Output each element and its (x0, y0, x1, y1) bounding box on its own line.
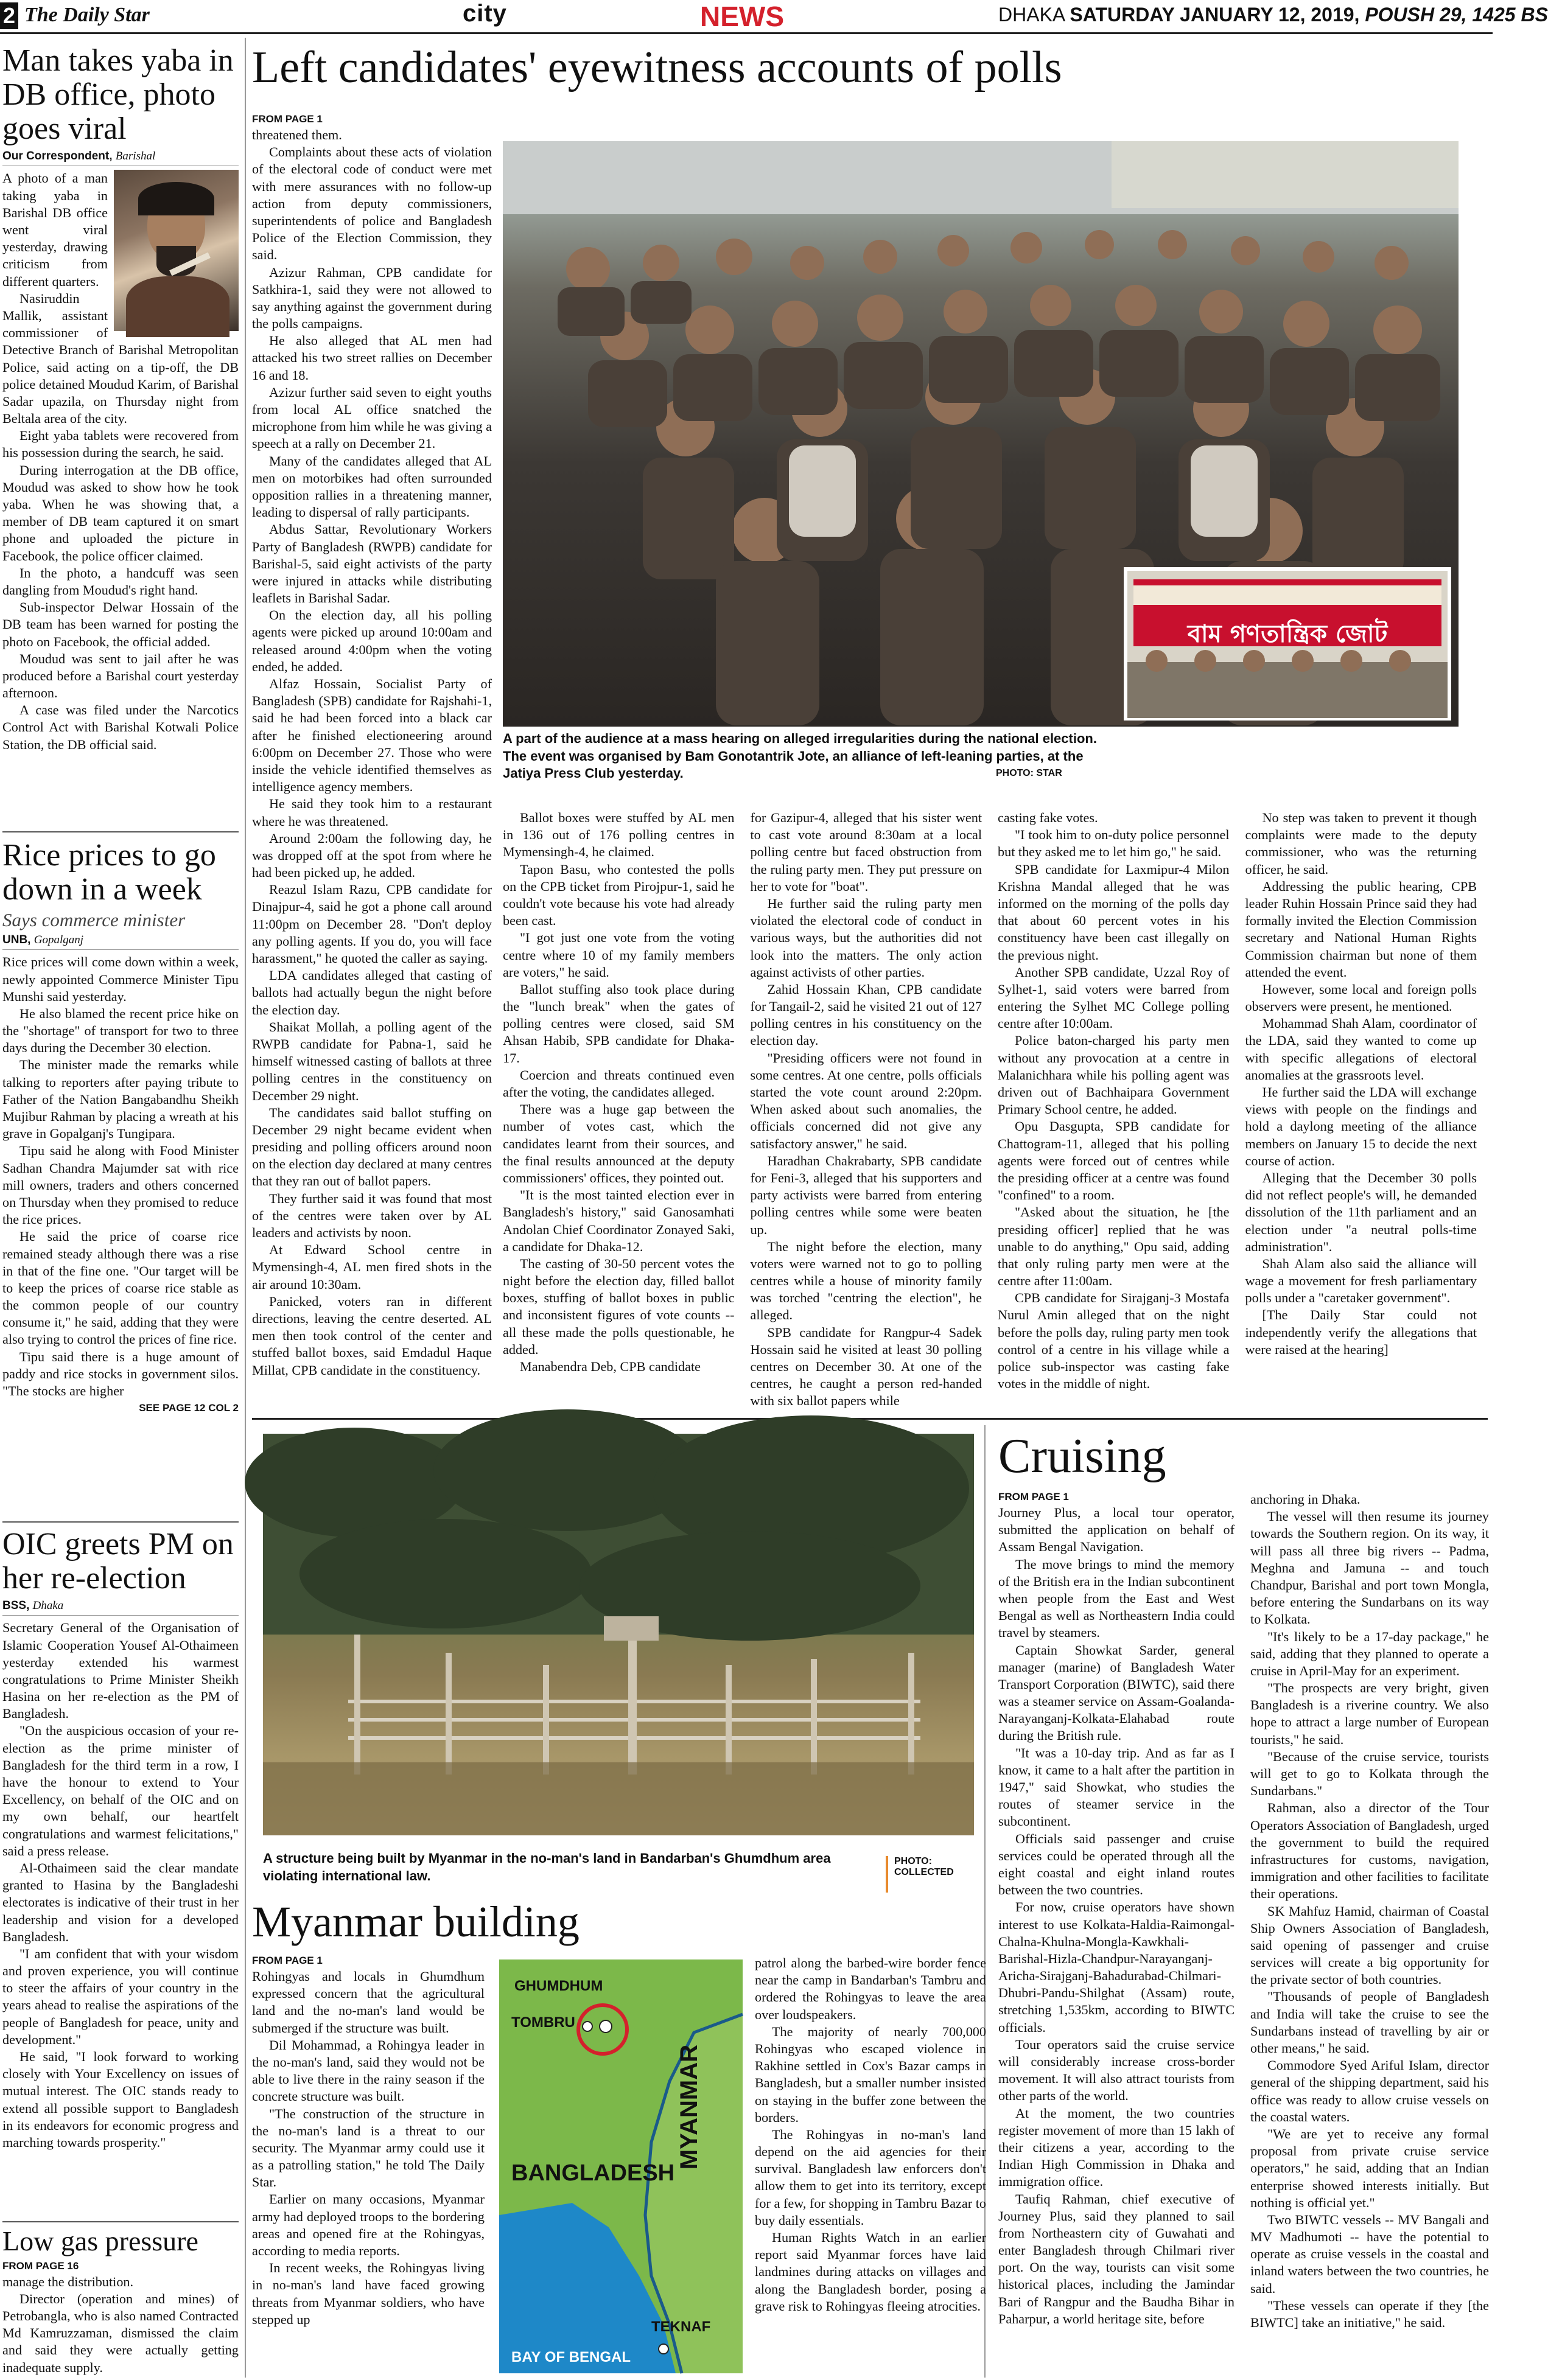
cruising-para: "These vessels can operate if they [the BIWTC] take an initiative," he said. (1250, 2297, 1489, 2330)
yaba-para: During interrogation at the DB office, Moudud was asked to show how he took yaba. When he was showing that, a member of DB team captured it on smart phone and uploaded the picture in Facebook, the police officer claimed. (2, 462, 239, 564)
inset-banner (1133, 579, 1441, 646)
cruising-para: The move brings to mind the memory of the British era in the Indian subcontinent when people from the East and West Bengal as well as Northeastern India could travel by steamers. (998, 1556, 1235, 1641)
polls-para: Ballot boxes were stuffed by AL men in 136 out of 176 polling centres in Mymensingh-4, he claimed. (503, 810, 735, 860)
oic-para: Al-Othaimeen said the clear mandate granted to Hasina by the Bangladeshi electorates is indicative of their trust in her leadership and vision for a developed Bangladesh. (2, 1860, 239, 1944)
polls-column-3 (751, 809, 982, 1415)
cruising-para: "Because of the cruise service, tourists will get to go to Kolkata through the Sundarbans." (1250, 1748, 1489, 1799)
yaba-para: Moudud was sent to jail after he was produced before a Barishal court yesterday afternoon. (2, 651, 239, 701)
yaba-article (2, 44, 239, 847)
banner-title: বাম গণতান্ত্রিক জোট (1187, 620, 1388, 648)
polls-para: Shaikat Mollah, a polling agent of the RWPB candidate for Pabna-1, said he himself witnessed casting of ballots at three polling centres in the constituency on December 29 night. (252, 1019, 492, 1103)
polls-para: At Edward School centre in Mymensingh-4, AL men fired shots in the air around 10:30am. (252, 1242, 492, 1292)
rice-headline: Rice prices to go down in a week (2, 838, 216, 907)
cruising-para: Journey Plus, a local tour operator, submitted the application on behalf of Assam Bengal Navigation. (998, 1505, 1235, 1555)
polls-para: The candidates said ballot stuffing on December 29 night became evident when presiding and polling officers around noon on the election day declared at many centres that they ran out of ballot papers. (252, 1105, 492, 1189)
polls-column-group (503, 809, 1477, 1415)
gas-from: FROM PAGE 16 (2, 2260, 79, 2272)
map-label-bay: BAY OF BENGAL (511, 2349, 631, 2365)
myanmar-para: In recent weeks, the Rohingyas living in no-man's land have faced growing threats from Myanmar soldiers, who have stepped up (252, 2260, 485, 2327)
yaba-para: Nasiruddin Mallik, assistant commissioner of Detective Branch of Barishal Metropolitan Police, said acting on a tip-off, the DB police detained Moudud Karim, of Barishal Sadar upazila, on Thursday night from Beltala area of the city. (2, 290, 239, 427)
cruising-para: "It was a 10-day trip. And as far as I know, it came to a halt after the partition in 1947," said Showkat, who studies the routes of steamer service in the subcontinent. (998, 1745, 1235, 1829)
polls-caption: A part of the audience at a mass hearing on alleged irregularities during the national election. The event was organised by Bam Gonotantrik Jote, an alliance of left-leaning parties, at the Jatiya Press Club yesterday. (503, 731, 1097, 781)
cruising-para: "We are yet to receive any formal proposal from private cruise service operators," he said, adding that an Indian enterprise showed interests initially. But nothing is official yet." (1250, 2126, 1489, 2210)
myanmar-para: Earlier on many occasions, Myanmar army had deployed troops to the bordering areas and opened fire at the Rohingyas, according to media reports. (252, 2191, 485, 2258)
polls-para: Coercion and threats continued even after the voting, the candidates alleged. (503, 1067, 735, 1100)
polls-para: Police baton-charged his party men without any provocation at a centre in Malanichhara while his polling agent was driven out of Bachhaipara Government Primary School centre, he added. (998, 1033, 1230, 1117)
section-divider (2, 2221, 239, 2222)
rice-jump-link[interactable]: SEE PAGE 12 COL 2 (139, 1402, 239, 1414)
map-label-ghumdhum: GHUMDHUM (514, 1978, 603, 1994)
cruising-column-1 (998, 1491, 1235, 2378)
cruising-para: "It's likely to be a 17-day package," he said, adding that they planned to operate a cruise in April-May for an experiment. (1250, 1628, 1489, 1678)
polls-para: He further said the ruling party men violated the electoral code of conduct in various ways, but the authorities did not look into the matters. The only action against activists of other parties. (750, 895, 982, 980)
rice-body (2, 954, 239, 1400)
dateline (998, 4, 1548, 26)
cruising-para: At the moment, the two countries register movement of more than 15 lakh of their citizens a year, according to the Indian High Commission in Dhaka and immigration office. (998, 2105, 1235, 2190)
dateline-date: SATURDAY JANUARY 12, 2019, (1070, 4, 1360, 26)
shirt-shape (126, 276, 229, 337)
polls-para: Panicked, voters ran in different directions, leaving the centre deserted. AL men then took control of the center and stuffed ballot boxes, said Emdadul Haque Millat, CPB candidate in the constituency. (252, 1293, 492, 1378)
myanmar-body-2 (755, 1955, 986, 2315)
polls-para: Reazul Islam Razu, CPB candidate for Dinajpur-4, said he got a phone call around 11:00pm on December 28. "Don't deploy any polling agents. If you do, you will face harassment," he quoted the caller as saying. (252, 882, 492, 966)
polls-para: On the election day, all his polling agents were picked up around 10:00am and released around 4:00pm when the voting ended, he added. (252, 607, 492, 674)
polls-para: SPB candidate for Laxmipur-4 Milon Krishna Mandal alleged that he was informed on the morning of the polls day that about 60 percent votes in his constituency have been cast illegally on the previous night. (998, 861, 1230, 963)
myanmar-column-1 (252, 1955, 485, 2378)
polls-para: He said they took him to a restaurant where he was threatened. (252, 796, 492, 829)
polls-para: Ballot stuffing also took place during the "lunch break" when the gates of polling centres were closed, said SM Ahsan Habib, SPB candidate for Dhaka-17. (503, 981, 735, 1066)
oic-para: Secretary General of the Organisation of Islamic Cooperation Yousef Al-Othaimeen yesterday extended his warmest congratulations to Prime Minister Sheikh Hasina on her re-election as the PM of Bangladesh. (2, 1620, 239, 1722)
polls-para: Haradhan Chakrabarty, SPB candidate for Feni-3, alleged that his supporters and party activists were barred from entering polling centres while some were beaten up. (750, 1153, 982, 1237)
oic-para: "On the auspicious occasion of your re-election as the prime minister of Bangladesh for the third term in a row, I have the honour to extend to Your Excellency, on behalf of the OIC and on my own behalf, our heartfelt congratulations and warmest felicitations," said a press release. (2, 1723, 239, 1858)
section-divider (252, 1418, 1488, 1420)
rice-para: He said the price of coarse rice remained steady although there was a rise in that of the fine one. "Our target will be to keep the prices of coarse rice stable as the common people of our country consume it," he said, adding that they were also trying to control the prices of fine rice. (2, 1229, 239, 1347)
polls-para: "Asked about the situation, he [the presiding officer] replied that he was unable to do anything," Opu said, adding that only ruling party men were at the centre after 11:00am. (998, 1204, 1230, 1289)
newspaper-logo: The Daily Star (24, 4, 150, 26)
polls-from: FROM PAGE 1 (252, 113, 323, 125)
column-rule (245, 38, 246, 2378)
page-number: 2 (0, 2, 18, 29)
yaba-photo (114, 170, 239, 331)
polls-para: threatened them. (252, 127, 342, 142)
section-divider (2, 1521, 239, 1523)
yaba-headline: Man takes yaba in DB office, photo goes viral (2, 43, 234, 147)
cruising-headline: Cruising (998, 1429, 1166, 1483)
rice-para: Tipu said there is a huge amount of paddy and rice stocks in government silos. "The stocks are higher (2, 1349, 239, 1398)
polls-para: Complaints about these acts of violation of the electoral code of conduct were met with mere assurances with no follow-up action from deputy commissioners, superintendents of police and Bangladesh Police of the Election Commission, they said. (252, 144, 492, 263)
oic-para: "I am confident that with your wisdom and proven experience, you will continue to steer the affairs of your country in the years ahead to realise the aspirations of the people of Bangladesh for peace, unity and development." (2, 1946, 239, 2047)
polls-para: Around 2:00am the following day, he was dropped off at the spot from where he had been picked up, he added. (252, 830, 492, 881)
polls-para: Addressing the public hearing, CPB leader Ruhin Hossain Prince said they had formally invited the Election Commission secretary and National Human Rights Commission chairman but none of them attended the event. (1245, 878, 1477, 980)
myanmar-photo (263, 1434, 974, 1835)
myanmar-para: Rohingyas and locals in Ghumdhum expressed concern that the agricultural land and the no-man's land would be submerged if the structure was built. (252, 1969, 485, 2036)
inset-photo (1124, 567, 1451, 721)
polls-para: Azizur Rahman, CPB candidate for Satkhira-1, said they were not allowed to say anything against the government during the polls campaigns. (252, 264, 492, 332)
myanmar-para: Dil Mohammad, a Rohingya leader in the no-man's land, said they would not be able to live there in the rainy season if the concrete structure was built. (252, 2037, 485, 2104)
polls-para: Azizur further said seven to eight youths from local AL office snatched the microphone from him while he was giving a speech at a rally on December 21. (252, 384, 492, 452)
oic-byline (2, 1599, 239, 1616)
oic-para: He said, "I look forward to working closely with Your Excellency on issues of mutual interest. The OIC stands ready to extend all possible support to Bangladesh in its endeavors for economic progress and marching towards prosperity." (2, 2049, 239, 2150)
gas-article (2, 2226, 239, 2378)
polls-para: Alleging that the December 30 polls did not reflect people's will, he demanded dissolution of the 11th parliament and an election under "a neutral polls-time administration". (1245, 1170, 1477, 1254)
gas-body (2, 2274, 239, 2376)
myanmar-column-2 (755, 1955, 986, 2378)
polls-column-1 (252, 113, 492, 1409)
cruising-column-2 (1250, 1491, 1489, 2378)
polls-para: "I got just one vote from the voting centre where 10 of my family members are voters," he said. (503, 930, 735, 980)
cruising-para: Commodore Syed Ariful Islam, director general of the shipping department, said his office was ready to allow cruise vessels on the coastal waters. (1250, 2057, 1489, 2124)
polls-para: Shah Alam also said the alliance will wage a movement for fresh parliamentary polls under a "caretaker government". (1245, 1255, 1477, 1306)
oic-body (2, 1619, 239, 2151)
polls-para: They further said it was found that most of the centres were taken over by AL leaders and activists by noon. (252, 1190, 492, 1240)
hair-shape (138, 182, 214, 215)
dateline-local-date: POUSH 29, 1425 BS (1365, 4, 1548, 26)
polls-caption-box (503, 730, 1459, 789)
cruising-para: For now, cruise operators have shown interest to use Kolkata-Haldia-Raimongal-Chalna-Khulna-Mongla-Kawkhali-Barishal-Hizla-Chandpur-Narayanganj-Aricha-Sirajganj-Bahadurabad-Chilmari-Dhubri-Pandu-Shilghat (Assam) route, stretching 1,535km, according to BIWTC officials. (998, 1899, 1235, 2035)
cruising-para: anchoring in Dhaka. (1250, 1492, 1361, 1507)
oic-article (2, 1527, 239, 2221)
myanmar-para: Human Rights Watch in an earlier report said Myanmar forces have laid landmines during attacks on villages and along the Bangladesh border, posing a grave risk to Rohingyas fleeing atrocities. (755, 2230, 986, 2314)
polls-para: "I took him to on-duty police personnel but they asked me to let him go," he said. (998, 827, 1230, 860)
cruising-para: "Thousands of people of Bangladesh and India will take the cruise to see the Sundarbans instead of travelling by air or other means," he said. (1250, 1989, 1489, 2056)
rice-para: Rice prices will come down within a week, newly appointed Commerce Minister Tipu Munshi said yesterday. (2, 954, 239, 1004)
polls-para: Manabendra Deb, CPB candidate (520, 1359, 701, 1374)
map-label-bangladesh: BANGLADESH (511, 2160, 675, 2186)
rice-byline (2, 934, 239, 950)
myanmar-para: The Rohingyas in no-man's land depend on the aid agencies for their survival. Bangladesh law enforcers don't allow them to get into its territory, except for a few, for shopping in Tambru Bazar to buy daily essentials. (755, 2126, 986, 2228)
polls-columns-lower (503, 809, 1477, 1415)
cruising-para: Rahman, also a director of the Tour Operators Association of Bangladesh, urged the government to build the required infrastructures for customs, navigation, immigration and other facilities to facilitate their operations. (1250, 1800, 1489, 1902)
polls-para: Zahid Hossain Khan, CPB candidate for Tangail-2, said he visited 21 out of 127 polling centres in his constituency on the election day. (750, 981, 982, 1049)
polls-column-2 (503, 809, 735, 1415)
map-label-tombru: TOMBRU (511, 2014, 575, 2031)
polls-photo (503, 141, 1459, 727)
cruising-para: The vessel will then resume its journey towards the Southern region. On its way, it will pass all three big rivers -- Padma, Meghna and Jamuna -- and touch Chandpur, Barishal and port town Mongla, before entering the Sundarbans on its way to Kolkata. (1250, 1509, 1489, 1627)
polls-para: LDA candidates alleged that casting of ballots had actually begun the night before the election day. (252, 968, 492, 1017)
polls-para: Alfaz Hossain, Socialist Party of Bangladesh (SPB) candidate for Rajshahi-1, said he had been forced into a black car after he finished electioneering around 6:00pm on December 27. Those who were inside the vehicle identified themselves as intelligence agency members. (252, 676, 492, 795)
cruising-para: Two BIWTC vessels -- MV Bangali and MV Madhumoti -- have the potential to operate as cruise vessels in the coastal and inland waters between the two countries, he said. (1250, 2211, 1489, 2296)
yaba-para: Eight yaba tablets were recovered from his possession during the search, he said. (2, 428, 239, 461)
gas-para: manage the distribution. (2, 2274, 134, 2289)
polls-para: Many of the candidates alleged that AL men on motorbikes had often surrounded opposition rallies in a threatening manner, leading to dispersal of rally participants. (252, 453, 492, 520)
rice-article (2, 839, 239, 1520)
polls-para: SPB candidate for Rangpur-4 Sadek Hossain said he visited at least 30 polling centres on December 30. At one of the centres, he caught a person red-handed with six ballot papers while (750, 1324, 982, 1409)
oic-headline: OIC greets PM on her re-election (2, 1527, 234, 1596)
rice-byline-place: Gopalganj (33, 934, 84, 947)
polls-para: The night before the election, many voters were warned not to go to polling centres while a house of minority family was torched "centring the election", he alleged. (750, 1238, 982, 1323)
gas-headline: Low gas pressure (2, 2225, 198, 2256)
map-marker-tombru (583, 2022, 592, 2031)
section-divider (2, 831, 239, 832)
map-label-teknaf: TEKNAF (651, 2319, 711, 2335)
polls-para: for Gazipur-4, alleged that his sister went to cast vote around 8:30am at a local polling centre but faced obstruction from the ruling party men. They put pressure on her to vote for "boat". (750, 810, 982, 894)
masthead (0, 0, 1548, 34)
myanmar-para: The majority of nearly 700,000 Rohingyas who escaped violence in Rakhine settled in Cox's Bazar camps in Bangladesh, but a smaller number insisted on staying in the buffer zone between the borders. (755, 2023, 986, 2125)
cruising-para: Tour operators said the cruise service will considerably increase cross-border movement. It will also attract tourists from other parts of the world. (998, 2036, 1235, 2104)
polls-photo-credit: PHOTO: STAR (996, 768, 1062, 778)
polls-para: There was a huge gap between the number of votes cast, which the candidates learnt from their sources, and the final results announced at the deputy commissioners' offices, they pointed out. (503, 1101, 735, 1185)
yaba-body (2, 170, 239, 753)
polls-para: CPB candidate for Sirajganj-3 Mostafa Nurul Amin alleged that on the night before the polls day, ruling party men took control of a centre in his village while a police sub-inspector was casting fake votes in the middle of night. (998, 1290, 1230, 1392)
yaba-byline (2, 150, 239, 166)
yaba-para: In the photo, a handcuff was seen dangling from Moudud's right hand. (2, 565, 239, 598)
polls-para: He further said the LDA will exchange views with people on the findings and hold a daylong meeting of the alliance members on January 15 to decide the next course of action. (1245, 1084, 1477, 1168)
polls-para: However, some local and foreign polls observers were present, he mentioned. (1245, 981, 1477, 1014)
polls-para: Tapon Basu, who contested the polls on the CPB ticket from Pirojpur-1, said he couldn't vote because his vote had already been cast. (503, 861, 735, 929)
map-marker-teknaf (659, 2344, 668, 2354)
cruising-para: Taufiq Rahman, chief executive of Journey Plus, said they planned to sail from Northeastern city of Guwahati and enter Bangladesh through Chilmari river port. On the way, tourists can visit some historical places, including the Jamindar Bari of Rangpur and the Baudha Bihar in Paharpur, a world heritage site, before (998, 2191, 1235, 2326)
myanmar-photo-credit: PHOTO: COLLECTED (894, 1856, 954, 1877)
polls-para: Another SPB candidate, Uzzal Roy of Sylhet-1, said voters were barred from entering the Sylhet MC College polling centre after 10:00am. (998, 964, 1230, 1031)
rice-para: The minister made the remarks while talking to reporters after paying tribute to Father of the Nation Bangabandhu Sheikh Mujibur Rahman by placing a wreath at his grave in Gopalganj's Tungipara. (2, 1057, 239, 1142)
myanmar-body-1 (252, 1968, 485, 2328)
cruising-from: FROM PAGE 1 (998, 1491, 1069, 1502)
myanmar-headline: Myanmar building (252, 1897, 580, 1946)
rice-para: He also blamed the recent price hike on the "shortage" of transport for two to three days during the December 30 election. (2, 1005, 239, 1056)
map-label-myanmar: MYANMAR (676, 2045, 702, 2170)
structure-illustration (263, 1434, 974, 1835)
rice-kicker: Says commerce minister (2, 909, 186, 931)
cruising-body-2 (1250, 1491, 1489, 2331)
polls-para: No step was taken to prevent it though complaints were made to the deputy commissioner, who was the returning officer, he said. (1245, 810, 1477, 877)
myanmar-from: FROM PAGE 1 (252, 1955, 323, 1966)
polls-para: Opu Dasgupta, SPB candidate for Chattogram-11, alleged that his polling agents were forced out of centres while the presiding officer at a centre was found "confined" to a room. (998, 1118, 1230, 1203)
oic-byline-place: Dhaka (32, 1599, 64, 1613)
polls-para: casting fake votes. (998, 810, 1098, 825)
myanmar-map (499, 1959, 743, 2373)
yaba-para: A photo of a man taking yaba in Barishal DB office went viral yesterday, drawing criticism from different quarters. (2, 170, 108, 289)
yaba-byline-name: Our Correspondent, (2, 150, 113, 163)
polls-para: Abdus Sattar, Revolutionary Workers Party of Bangladesh (RWPB) candidate for Barishal-5, said eight activists of the party were injured in attacks while distributing leaflets in Barishal Sadar. (252, 522, 492, 606)
section-label: city (463, 0, 507, 27)
polls-para: He also alleged that AL men had attacked his two street rallies on December 16 and 18. (252, 333, 492, 383)
myanmar-para: "The construction of the structure in the no-man's land is a threat to our security. The Myanmar army could use it as a patrolling station," he told The Daily Star. (252, 2106, 485, 2190)
polls-column-5 (1245, 809, 1477, 1415)
myanmar-para: patrol along the barbed-wire border fence near the camp in Bandarban's Tambru and ordered the Rohingyas to leave the area over loudspeakers. (755, 1955, 986, 2022)
yaba-byline-place: Barishal (115, 150, 156, 163)
cruising-para: "The prospects are very bright, given Bangladesh is a riverine country. We also hope to attract a large number of European tourists," he said. (1250, 1680, 1489, 1747)
gas-para: Director (operation and mines) of Petrobangla, who is also named Contracted Md Kamruzzaman, dismissed the claim and said they were actually getting inadequate supply. (2, 2291, 239, 2375)
inset-stage (1127, 662, 1448, 718)
map-marker-ghumdhum (600, 2020, 612, 2033)
cruising-body-1 (998, 1504, 1235, 2328)
category-label: NEWS (700, 1, 784, 32)
polls-para: Mohammad Shah Alam, coordinator of the LDA, said they wanted to come up with specific allegations of electoral anomalies at the grassroots level. (1245, 1016, 1477, 1083)
cruising-para: Officials said passenger and cruise services could be operated through all the eight coastal and eight inland routes between the two countries. (998, 1830, 1235, 1898)
myanmar-photo-credit-box (886, 1856, 971, 1893)
polls-para: The casting of 30-50 percent votes the night before the election day, filled ballot boxes, stuffing of ballot boxes in public and inconsistent figures of vote counts -- all these made the polls questionable, he added. (503, 1255, 735, 1357)
cruising-para: SK Mahfuz Hamid, chairman of Coastal Ship Owners Association of Bangladesh, said opening of passenger and cruise services will create a big opportunity for the private sector of both countries. (1250, 1903, 1489, 1987)
polls-column-4 (998, 809, 1230, 1415)
yaba-para: A case was filed under the Narcotics Control Act with Barishal Kotwali Police Station, the DB official said. (2, 702, 239, 752)
oic-byline-name: BSS, (2, 1599, 30, 1613)
polls-para: "Presiding officers were not found in some centres. At one centre, polls officials started the vote count around 2:20pm. When asked about such anomalies, the officials concerned did not give any satisfactory answer," he said. (750, 1050, 982, 1151)
polls-para: [The Daily Star could not independently verify the allegations that were raised at the hearing] (1245, 1307, 1477, 1357)
polls-para: "It is the most tainted election ever in Bangladesh's history," said Ganosamhati Andolan Chief Coordinator Zonayed Saki, a candidate for Dhaka-12. (503, 1187, 735, 1254)
dateline-place: DHAKA (998, 4, 1065, 26)
myanmar-caption: A structure being built by Myanmar in the no-man's land in Bandarban's Ghumdhum area violating international law. (263, 1851, 831, 1883)
cruising-para: Captain Showkat Sarder, general manager (marine) of Bangladesh Water Transport Corporation (BIWTC), said there was a steamer service on Assam-Goalanda-Narayanganj-Kolkata-Elahabad route during the British rule. (998, 1642, 1235, 1743)
yaba-para: Sub-inspector Delwar Hossain of the DB team has been warned for posting the photo on Facebook, the official added. (2, 599, 239, 649)
rice-para: Tipu said he along with Food Minister Sadhan Chandra Majumder sat with rice mill owners, traders and others concerned on Thursday when they promised to reduce the rice prices. (2, 1143, 239, 1227)
rice-byline-name: UNB, (2, 934, 31, 947)
polls-body-1 (252, 127, 492, 1379)
polls-headline: Left candidates' eyewitness accounts of polls (252, 43, 1062, 92)
